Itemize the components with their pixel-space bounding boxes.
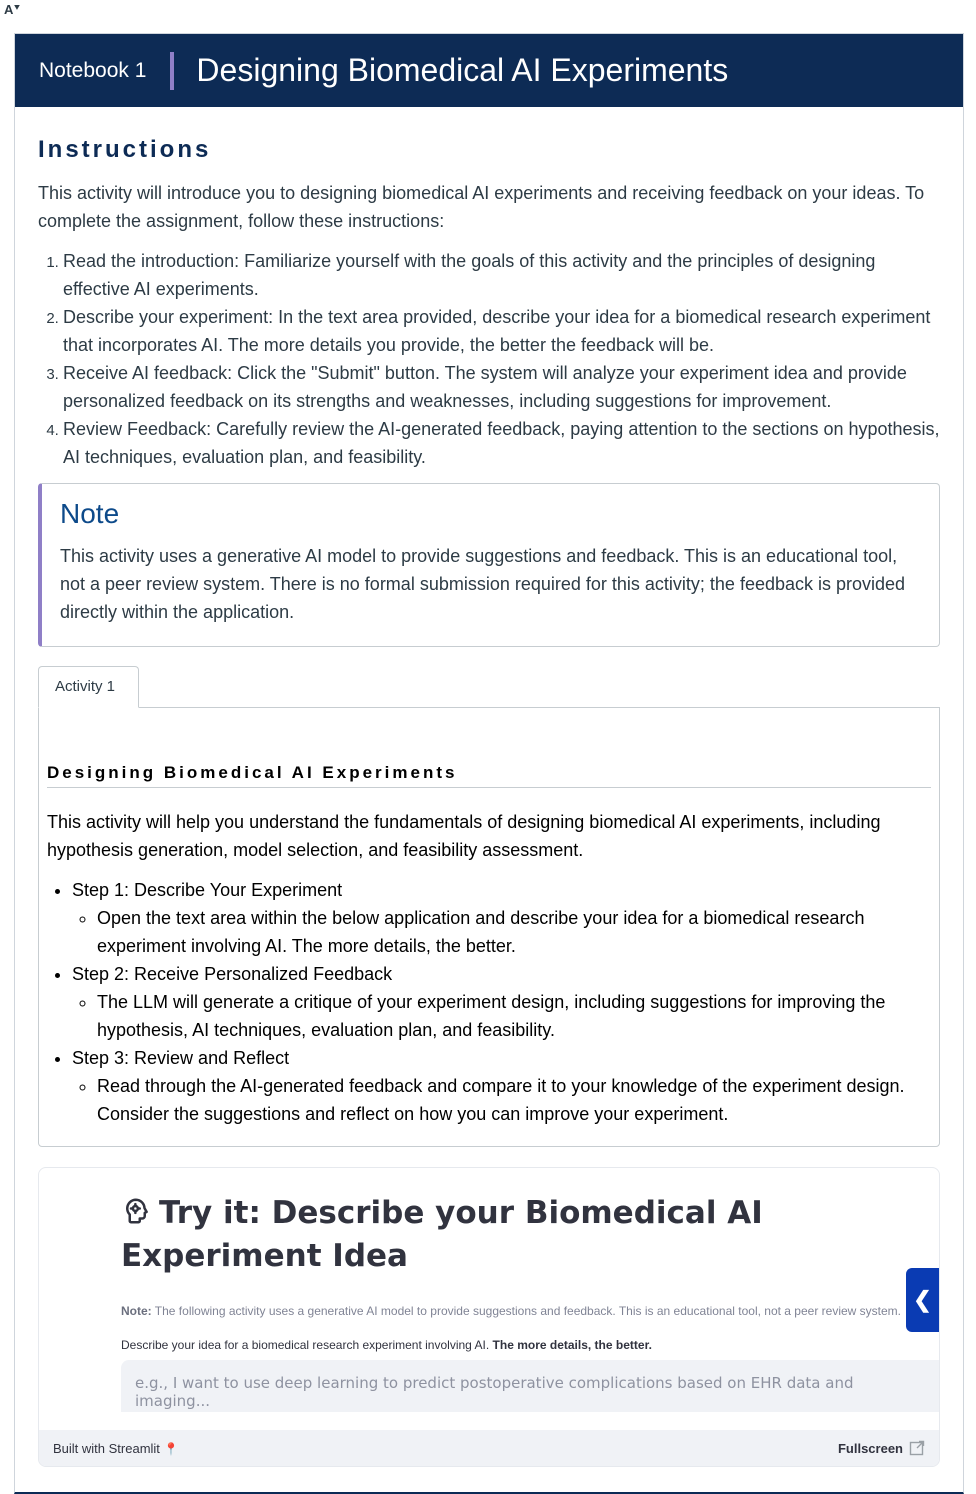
activity-step-detail: ◦ Open the text area within the below application and describe your idea for a biomedical research experiment involving AI. The more details, the better. bbox=[97, 904, 931, 960]
note-body: This activity uses a generative AI model to provide suggestions and feedback. This is an educational tool, not a peer review system. There is no formal submission required for this activity; the feedback is provided directly within the application. bbox=[60, 546, 906, 622]
fullscreen-button[interactable]: Fullscreen bbox=[838, 1440, 925, 1456]
activity-step bbox=[72, 1044, 931, 1128]
note-callout bbox=[38, 483, 940, 647]
app-main bbox=[121, 1192, 939, 1412]
app-prompt: Describe your idea for a biomedical research experiment involving AI. The more details, the better. bbox=[121, 1338, 652, 1352]
activity-step bbox=[72, 960, 931, 1044]
activity-step-title: Step 2: Receive Personalized Feedback bbox=[72, 964, 393, 984]
tab-panel-activity-1 bbox=[38, 707, 940, 1147]
notebook-label: Notebook 1 bbox=[39, 58, 147, 82]
app-note: Note: The following activity uses a generative AI model to provide suggestions and feedback. This is an educational tool, not a peer review system. bbox=[121, 1304, 901, 1318]
activity-intro: This activity will help you understand the fundamentals of designing biomedical AI experiments, including hypothesis generation, model selection, and feasibility assessment. bbox=[47, 812, 881, 860]
instruction-step: 4. Review Feedback: Carefully review the AI-generated feedback, paying attention to the sections on hypothesis, AI techniques, evaluation plan, and feasibility. bbox=[63, 415, 940, 471]
banner-divider bbox=[170, 52, 174, 90]
activity-step-title: Step 1: Describe Your Experiment bbox=[72, 880, 343, 900]
main-content bbox=[15, 136, 963, 1467]
tab-bar bbox=[38, 666, 940, 708]
instruction-step: 2. Describe your experiment: In the text area provided, describe your idea for a biomedical research experiment that incorporates AI. The more details you provide, the better the feedback will be. bbox=[63, 303, 940, 359]
app-title: Try it: Describe your Biomedical AI Experiment Idea bbox=[121, 1195, 763, 1274]
instructions-list bbox=[38, 247, 940, 471]
tab-activity-1[interactable]: Activity 1 bbox=[38, 666, 139, 708]
instructions-heading: Instructions bbox=[38, 136, 212, 163]
activity-step bbox=[72, 876, 931, 960]
notebook-page bbox=[14, 33, 964, 1494]
pin-icon: 📍 bbox=[163, 1441, 179, 1456]
activity-steps bbox=[47, 876, 931, 1128]
built-with-streamlit[interactable]: Built with Streamlit 📍 bbox=[53, 1440, 179, 1456]
activity-heading: Designing Biomedical AI Experiments bbox=[47, 763, 931, 788]
note-heading: Note bbox=[60, 498, 120, 529]
streamlit-app-embed bbox=[38, 1167, 940, 1467]
instruction-step: 1. Read the introduction: Familiarize yourself with the goals of this activity and the principles of designing effective AI experiments. bbox=[63, 247, 940, 303]
chevron-left-icon[interactable]: ❮ bbox=[906, 1268, 939, 1332]
activity-step-title: Step 3: Review and Reflect bbox=[72, 1048, 290, 1068]
notebook-banner bbox=[15, 34, 963, 107]
brain-icon bbox=[121, 1196, 151, 1226]
instruction-step: 3. Receive AI feedback: Click the "Submit" button. The system will analyze your experiment idea and provide personalized feedback on its strengths and weaknesses, including suggestions for improvement. bbox=[63, 359, 940, 415]
app-footer bbox=[39, 1430, 939, 1466]
external-link-icon bbox=[909, 1440, 925, 1456]
experiment-textarea[interactable]: e.g., I want to use deep learning to predict postoperative complications based on EHR data and imaging... bbox=[121, 1360, 939, 1412]
page-title: Designing Biomedical AI Experiments bbox=[196, 52, 729, 88]
activity-step-detail: ◦ The LLM will generate a critique of your experiment design, including suggestions for improving the hypothesis, AI techniques, evaluation plan, and feasibility. bbox=[97, 988, 931, 1044]
activity-step-detail: ◦ Read through the AI-generated feedback and compare it to your knowledge of the experiment design. Consider the suggestions and reflect on how you can improve your experiment. bbox=[97, 1072, 931, 1128]
font-size-icon[interactable]: A⯆ bbox=[4, 2, 21, 17]
instructions-intro: This activity will introduce you to designing biomedical AI experiments and receiving feedback on your ideas. To complete the assignment, follow these instructions: bbox=[38, 183, 925, 231]
